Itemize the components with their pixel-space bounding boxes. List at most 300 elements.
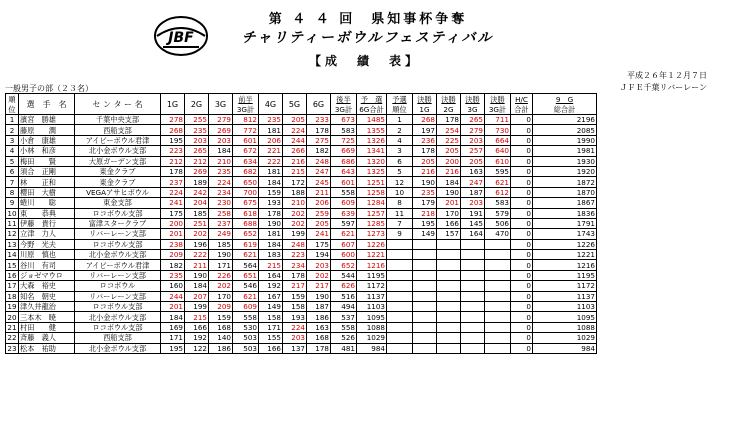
cell-prelim-rank bbox=[387, 250, 413, 260]
cell-grand-total: 1216 bbox=[533, 260, 597, 270]
cell-final-1 bbox=[413, 322, 437, 332]
cell-hc: 0 bbox=[511, 177, 533, 187]
cell-final-1: 236 bbox=[413, 135, 437, 145]
cell-game-1: 169 bbox=[161, 322, 185, 332]
cell-final-2: 170 bbox=[437, 208, 461, 218]
cell-final-2: 205 bbox=[437, 146, 461, 156]
cell-prelim-rank: 8 bbox=[387, 198, 413, 208]
cell-game-6: 217 bbox=[307, 281, 331, 291]
cell-game-5: 137 bbox=[283, 343, 307, 353]
cell-prelim-total: 1137 bbox=[357, 291, 387, 301]
cell-hc: 0 bbox=[511, 343, 533, 353]
cell-game-4: 235 bbox=[259, 115, 283, 125]
cell-game-3: 140 bbox=[209, 333, 233, 343]
cell-final-1 bbox=[413, 291, 437, 301]
cell-game-6: 259 bbox=[307, 208, 331, 218]
cell-game-6: 275 bbox=[307, 135, 331, 145]
cell-grand-total: 2085 bbox=[533, 125, 597, 135]
cell-second-total: 607 bbox=[331, 239, 357, 249]
cell-game-4: 221 bbox=[259, 146, 283, 156]
cell-game-4: 164 bbox=[259, 270, 283, 280]
cell-grand-total: 1195 bbox=[533, 270, 597, 280]
cell-prelim-rank bbox=[387, 312, 413, 322]
cell-second-total: 621 bbox=[331, 229, 357, 239]
cell-rank: 7 bbox=[6, 177, 19, 187]
cell-prelim-total: 1326 bbox=[357, 135, 387, 145]
cell-game-2: 192 bbox=[185, 333, 209, 343]
cell-game-6: 248 bbox=[307, 156, 331, 166]
cell-second-total: 673 bbox=[331, 115, 357, 125]
cell-final-1 bbox=[413, 250, 437, 260]
cell-game-2: 190 bbox=[185, 270, 209, 280]
cell-game-2: 204 bbox=[185, 198, 209, 208]
cell-final-1: 205 bbox=[413, 156, 437, 166]
cell-game-6: 211 bbox=[307, 187, 331, 197]
cell-game-6: 178 bbox=[307, 125, 331, 135]
cell-final-3 bbox=[461, 239, 485, 249]
table-row bbox=[6, 187, 597, 197]
cell-final-1: 218 bbox=[413, 208, 437, 218]
cell-final-total bbox=[485, 281, 511, 291]
table-row bbox=[6, 177, 597, 187]
event-venue: ＪＦＥ千葉リバーレーン bbox=[619, 83, 707, 92]
cell-first-total: 621 bbox=[233, 250, 259, 260]
cell-rank: 19 bbox=[7, 302, 17, 312]
col-center: セ ン タ ー 名 bbox=[75, 94, 161, 115]
cell-game-3: 184 bbox=[209, 146, 233, 156]
cell-hc: 0 bbox=[511, 229, 533, 239]
cell-game-5: 172 bbox=[283, 177, 307, 187]
cell-grand-total: 1867 bbox=[533, 198, 597, 208]
cell-final-3: 265 bbox=[461, 115, 485, 125]
cell-final-3 bbox=[461, 250, 485, 260]
table-row bbox=[6, 343, 597, 353]
cell-prelim-total: 1257 bbox=[357, 208, 387, 218]
cell-game-3: 170 bbox=[209, 291, 233, 301]
cell-game-3: 159 bbox=[209, 312, 233, 322]
cell-final-3 bbox=[461, 270, 485, 280]
cell-game-4: 184 bbox=[259, 239, 283, 249]
cell-final-1: 268 bbox=[413, 115, 437, 125]
cell-final-2 bbox=[437, 302, 461, 312]
cell-game-2: 255 bbox=[185, 115, 209, 125]
cell-game-5: 248 bbox=[283, 239, 307, 249]
cell-final-1 bbox=[413, 281, 437, 291]
table-row bbox=[6, 322, 597, 332]
cell-final-total bbox=[485, 322, 511, 332]
col-f3-bot: 3G bbox=[461, 104, 485, 115]
cell-final-2: 190 bbox=[437, 187, 461, 197]
cell-final-1 bbox=[413, 333, 437, 343]
col-f2-top: 決勝 bbox=[437, 94, 461, 105]
cell-game-6: 168 bbox=[307, 333, 331, 343]
cell-hc: 0 bbox=[511, 322, 533, 332]
cell-game-1: 223 bbox=[161, 146, 185, 156]
col-f1-top: 決勝 bbox=[413, 94, 437, 105]
cell-final-3: 203 bbox=[461, 135, 485, 145]
cell-final-total bbox=[485, 312, 511, 322]
cell-final-2 bbox=[437, 281, 461, 291]
cell-center: 北小金ボウル支部 bbox=[75, 312, 161, 322]
cell-name: 三本木 暁 bbox=[19, 312, 75, 322]
cell-game-1: 244 bbox=[161, 291, 185, 301]
table-row bbox=[6, 281, 597, 291]
cell-prelim-total: 1320 bbox=[357, 156, 387, 166]
cell-game-5: 210 bbox=[283, 198, 307, 208]
cell-game-2: 203 bbox=[185, 135, 209, 145]
cell-final-3: 145 bbox=[461, 218, 485, 228]
cell-center: VEGAアサヒボウル bbox=[75, 187, 161, 197]
cell-first-total: 621 bbox=[233, 291, 259, 301]
cell-game-1: 160 bbox=[161, 281, 185, 291]
table-row bbox=[6, 115, 597, 125]
cell-final-total: 711 bbox=[485, 115, 511, 125]
cell-game-2: 166 bbox=[185, 322, 209, 332]
cell-game-1: 268 bbox=[161, 125, 185, 135]
table-row bbox=[6, 291, 597, 301]
cell-game-3: 185 bbox=[209, 239, 233, 249]
cell-grand-total: 1872 bbox=[533, 177, 597, 187]
cell-second-total: 725 bbox=[331, 135, 357, 145]
cell-second-total: 686 bbox=[331, 156, 357, 166]
cell-prelim-rank: 3 bbox=[387, 146, 413, 156]
cell-prelim-rank: 4 bbox=[387, 135, 413, 145]
cell-final-3: 164 bbox=[461, 229, 485, 239]
cell-game-5: 188 bbox=[283, 187, 307, 197]
cell-rank: 13 bbox=[7, 239, 17, 249]
cell-hc: 0 bbox=[511, 115, 533, 125]
cell-game-3: 230 bbox=[209, 198, 233, 208]
cell-game-2: 235 bbox=[185, 125, 209, 135]
cell-rank: 22 bbox=[7, 333, 17, 343]
cell-game-3: 202 bbox=[209, 281, 233, 291]
cell-final-1: 179 bbox=[413, 198, 437, 208]
cell-name: 斉藤 義人 bbox=[19, 333, 75, 343]
cell-final-total: 579 bbox=[485, 208, 511, 218]
cell-final-3 bbox=[461, 322, 485, 332]
cell-first-total: 618 bbox=[233, 208, 259, 218]
cell-final-total: 621 bbox=[485, 177, 511, 187]
cell-game-5: 203 bbox=[283, 333, 307, 343]
cell-center: 東金クラブ bbox=[75, 166, 161, 176]
cell-name: 谷川 有司 bbox=[19, 260, 75, 270]
cell-grand-total: 1920 bbox=[533, 166, 597, 176]
cell-game-5: 224 bbox=[283, 125, 307, 135]
cell-first-total: 558 bbox=[233, 312, 259, 322]
date-venue bbox=[620, 70, 707, 94]
cell-game-5: 244 bbox=[283, 135, 307, 145]
cell-game-2: 199 bbox=[185, 302, 209, 312]
cell-game-1: 238 bbox=[161, 239, 185, 249]
table-row bbox=[6, 135, 597, 145]
cell-grand-total: 1836 bbox=[533, 208, 597, 218]
cell-rank: 6 bbox=[6, 166, 19, 176]
cell-prelim-total: 1273 bbox=[357, 229, 387, 239]
cell-prelim-rank: 2 bbox=[387, 125, 413, 135]
cell-prelim-rank bbox=[387, 239, 413, 249]
cell-final-1: 216 bbox=[413, 166, 437, 176]
cell-game-2: 189 bbox=[185, 177, 209, 187]
cell-grand-total: 1088 bbox=[533, 322, 597, 332]
cell-game-3: 190 bbox=[209, 250, 233, 260]
cell-game-6: 178 bbox=[307, 343, 331, 353]
cell-name: ジョゼマウロ bbox=[19, 270, 75, 280]
cell-prelim-rank: 6 bbox=[387, 156, 413, 166]
cell-rank: 4 bbox=[6, 146, 19, 156]
cell-rank: 2 bbox=[6, 125, 19, 135]
cell-first-total: 700 bbox=[233, 187, 259, 197]
cell-hc: 0 bbox=[511, 281, 533, 291]
cell-second-total: 643 bbox=[331, 166, 357, 176]
cell-rank: 10 bbox=[7, 208, 17, 218]
cell-final-1 bbox=[413, 312, 437, 322]
cell-game-6: 194 bbox=[307, 250, 331, 260]
cell-rank: 18 bbox=[7, 291, 17, 301]
cell-hc: 0 bbox=[511, 125, 533, 135]
cell-grand-total: 1226 bbox=[533, 239, 597, 249]
cell-final-2 bbox=[437, 291, 461, 301]
cell-center: 大原ガーデン支部 bbox=[75, 156, 161, 166]
cell-game-1: 224 bbox=[161, 187, 185, 197]
cell-final-3: 205 bbox=[461, 156, 485, 166]
table-row bbox=[6, 312, 597, 322]
cell-name: 川原 慎也 bbox=[19, 250, 75, 260]
cell-prelim-rank: 9 bbox=[387, 229, 413, 239]
cell-center: ロコボウル支部 bbox=[75, 302, 161, 312]
cell-prelim-total: 1103 bbox=[357, 302, 387, 312]
col-prelim-bot: 6G合計 bbox=[357, 104, 387, 115]
cell-final-3 bbox=[461, 312, 485, 322]
cell-grand-total: 1791 bbox=[533, 218, 597, 228]
cell-center: 東金クラブ bbox=[75, 177, 161, 187]
col-rank-bot: 位 bbox=[6, 104, 19, 115]
cell-game-3: 258 bbox=[209, 208, 233, 218]
table-row bbox=[6, 229, 597, 239]
results-title: 【成 績 表】 bbox=[308, 54, 421, 68]
cell-game-6: 187 bbox=[307, 302, 331, 312]
cell-game-1: 212 bbox=[161, 156, 185, 166]
cell-game-4: 222 bbox=[259, 156, 283, 166]
col-g5: 5G bbox=[283, 94, 307, 115]
cell-second-total: 609 bbox=[331, 198, 357, 208]
cell-game-1: 178 bbox=[161, 166, 185, 176]
cell-second-total: 600 bbox=[331, 250, 357, 260]
cell-game-5: 205 bbox=[283, 115, 307, 125]
cell-center: 北小金ボウル支部 bbox=[75, 146, 161, 156]
results-table bbox=[5, 93, 597, 354]
cell-final-2: 225 bbox=[437, 135, 461, 145]
cell-final-2: 178 bbox=[437, 115, 461, 125]
cell-grand-total: 2196 bbox=[533, 115, 597, 125]
cell-game-4: 155 bbox=[259, 333, 283, 343]
cell-first-total: 772 bbox=[233, 125, 259, 135]
cell-grand-total: 1981 bbox=[533, 146, 597, 156]
cell-final-2 bbox=[437, 343, 461, 353]
cell-second-total: 669 bbox=[331, 146, 357, 156]
cell-prelim-total: 984 bbox=[357, 343, 387, 353]
cell-grand-total: 1029 bbox=[533, 333, 597, 343]
cell-center: ロコボウル支部 bbox=[75, 239, 161, 249]
cell-game-5: 215 bbox=[283, 166, 307, 176]
cell-game-2: 211 bbox=[185, 260, 209, 270]
cell-game-5: 159 bbox=[283, 291, 307, 301]
table-row bbox=[6, 218, 597, 228]
cell-center: 富津スタークラブ bbox=[75, 218, 161, 228]
col-prerank-top: 予選 bbox=[387, 94, 413, 105]
cell-first-total: 503 bbox=[233, 343, 259, 353]
cell-rank: 9 bbox=[6, 198, 19, 208]
cell-game-3: 224 bbox=[209, 177, 233, 187]
cell-final-total bbox=[485, 333, 511, 343]
cell-game-5: 202 bbox=[283, 218, 307, 228]
table-row bbox=[6, 166, 597, 176]
cell-name: 小倉 康雄 bbox=[19, 135, 75, 145]
cell-final-1: 178 bbox=[413, 146, 437, 156]
cell-game-2: 212 bbox=[185, 156, 209, 166]
cell-game-1: 201 bbox=[161, 229, 185, 239]
cell-second-total: 516 bbox=[331, 291, 357, 301]
cell-game-6: 247 bbox=[307, 166, 331, 176]
cell-prelim-rank: 10 bbox=[387, 187, 413, 197]
cell-final-total: 583 bbox=[485, 198, 511, 208]
col-second-top: 後半 bbox=[331, 94, 357, 105]
cell-final-1 bbox=[413, 270, 437, 280]
cell-final-2 bbox=[437, 270, 461, 280]
table-header bbox=[6, 94, 597, 115]
cell-name: 大森 裕史 bbox=[19, 281, 75, 291]
cell-final-1 bbox=[413, 343, 437, 353]
cell-second-total: 558 bbox=[331, 187, 357, 197]
cell-game-5: 234 bbox=[283, 260, 307, 270]
cell-final-2: 216 bbox=[437, 166, 461, 176]
cell-game-4: 171 bbox=[259, 322, 283, 332]
cell-game-5: 158 bbox=[283, 302, 307, 312]
cell-first-total: 682 bbox=[233, 166, 259, 176]
cell-hc: 0 bbox=[511, 198, 533, 208]
table-row bbox=[6, 239, 597, 249]
cell-game-1: 175 bbox=[161, 208, 185, 218]
cell-prelim-total: 1088 bbox=[357, 322, 387, 332]
cell-final-3: 279 bbox=[461, 125, 485, 135]
cell-game-6: 190 bbox=[307, 291, 331, 301]
cell-center: アイビーボウル君津 bbox=[75, 260, 161, 270]
cell-final-3 bbox=[461, 333, 485, 343]
cell-rank: 11 bbox=[7, 219, 17, 229]
cell-first-total: 675 bbox=[233, 198, 259, 208]
cell-game-5: 202 bbox=[283, 208, 307, 218]
cell-first-total: 652 bbox=[233, 229, 259, 239]
cell-rank: 3 bbox=[6, 135, 19, 145]
cell-hc: 0 bbox=[511, 291, 533, 301]
cell-game-3: 279 bbox=[209, 115, 233, 125]
cell-first-total: 530 bbox=[233, 322, 259, 332]
cell-game-4: 206 bbox=[259, 135, 283, 145]
cell-name: 藤原 潤 bbox=[19, 125, 75, 135]
cell-prelim-total: 1258 bbox=[357, 187, 387, 197]
col-hc-bot: 合計 bbox=[511, 104, 533, 115]
cell-game-4: 184 bbox=[259, 177, 283, 187]
table-row bbox=[6, 156, 597, 166]
cell-game-6: 186 bbox=[307, 312, 331, 322]
cell-final-3: 187 bbox=[461, 187, 485, 197]
cell-game-5: 266 bbox=[283, 146, 307, 156]
col-g4: 4G bbox=[259, 94, 283, 115]
cell-final-3: 163 bbox=[461, 166, 485, 176]
cell-game-6: 245 bbox=[307, 177, 331, 187]
cell-game-4: 190 bbox=[259, 218, 283, 228]
cell-game-6: 241 bbox=[307, 229, 331, 239]
cell-game-1: 195 bbox=[161, 135, 185, 145]
cell-final-total: 470 bbox=[485, 229, 511, 239]
cell-game-3: 210 bbox=[209, 156, 233, 166]
cell-hc: 0 bbox=[511, 302, 533, 312]
cell-rank: 14 bbox=[7, 250, 17, 260]
cell-prelim-rank: 7 bbox=[387, 218, 413, 228]
cell-game-2: 207 bbox=[185, 291, 209, 301]
cell-game-4: 181 bbox=[259, 229, 283, 239]
cell-name: 伊藤 貴行 bbox=[19, 218, 75, 228]
cell-game-6: 233 bbox=[307, 115, 331, 125]
cell-final-2 bbox=[437, 333, 461, 343]
cell-prelim-total: 1341 bbox=[357, 146, 387, 156]
cell-prelim-rank bbox=[387, 281, 413, 291]
cell-final-2: 157 bbox=[437, 229, 461, 239]
cell-final-1: 197 bbox=[413, 125, 437, 135]
cell-final-2: 200 bbox=[437, 156, 461, 166]
cell-name: 今野 光夫 bbox=[19, 239, 75, 249]
cell-first-total: 601 bbox=[233, 135, 259, 145]
cell-game-2: 242 bbox=[185, 187, 209, 197]
cell-center: 西船支部 bbox=[75, 333, 161, 343]
cell-hc: 0 bbox=[511, 187, 533, 197]
cell-prelim-total: 1226 bbox=[357, 239, 387, 249]
cell-game-4: 192 bbox=[259, 281, 283, 291]
cell-prelim-rank: 1 bbox=[387, 115, 413, 125]
col-g6: 6G bbox=[307, 94, 331, 115]
cell-prelim-total: 1095 bbox=[357, 312, 387, 322]
cell-first-total: 672 bbox=[233, 146, 259, 156]
cell-final-total bbox=[485, 302, 511, 312]
col-total-top: 9 G bbox=[533, 94, 597, 105]
cell-game-1: 209 bbox=[161, 250, 185, 260]
col-prerank-bot: 順位 bbox=[387, 104, 413, 115]
cell-first-total: 503 bbox=[233, 333, 259, 343]
cell-game-3: 203 bbox=[209, 135, 233, 145]
cell-game-1: 235 bbox=[161, 270, 185, 280]
cell-game-4: 159 bbox=[259, 187, 283, 197]
cell-game-3: 209 bbox=[209, 302, 233, 312]
col-g1: 1G bbox=[161, 94, 185, 115]
cell-center: ロコボウル bbox=[75, 281, 161, 291]
cell-game-2: 196 bbox=[185, 239, 209, 249]
cell-grand-total: 1103 bbox=[533, 302, 597, 312]
cell-game-3: 249 bbox=[209, 229, 233, 239]
cell-prelim-total: 1325 bbox=[357, 166, 387, 176]
cell-final-2 bbox=[437, 260, 461, 270]
col-hc-top: H/C bbox=[511, 94, 533, 105]
cell-game-4: 158 bbox=[259, 312, 283, 322]
col-first-bot: 3G計 bbox=[233, 104, 259, 115]
cell-game-6: 175 bbox=[307, 239, 331, 249]
cell-game-2: 251 bbox=[185, 218, 209, 228]
cell-game-1: 171 bbox=[161, 333, 185, 343]
cell-final-2: 254 bbox=[437, 125, 461, 135]
cell-hc: 0 bbox=[511, 250, 533, 260]
cell-prelim-rank: 5 bbox=[387, 166, 413, 176]
cell-prelim-total: 1285 bbox=[357, 218, 387, 228]
cell-prelim-rank bbox=[387, 291, 413, 301]
col-first-top: 前半 bbox=[233, 94, 259, 105]
